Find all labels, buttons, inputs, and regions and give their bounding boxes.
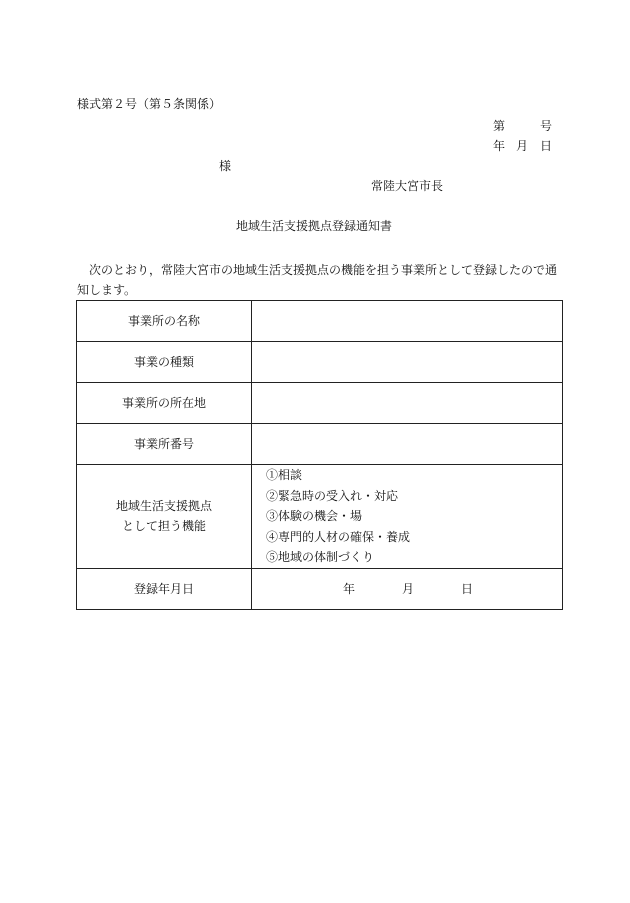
function-label-line1: 地域生活支援拠点	[115, 499, 212, 514]
row-label: 事業の種類	[77, 342, 252, 383]
reg-month-label: 月	[402, 582, 415, 596]
function-label-line2: として担う機能	[121, 519, 206, 534]
registration-date-label: 登録年月日	[77, 568, 252, 609]
registration-date-value	[252, 568, 563, 609]
function-label	[77, 465, 252, 569]
row-value	[252, 383, 563, 424]
document-title: 地域生活支援拠点登録通知書	[236, 219, 393, 233]
table-row	[77, 342, 563, 383]
reg-year-label: 年	[343, 582, 356, 596]
table-row	[77, 465, 563, 569]
body-text: 次のとおり，常陸大宮市の地域生活支援拠点の機能を担う事業所として登録したので通知します。	[77, 263, 558, 297]
row-label: 事業所の名称	[77, 301, 252, 342]
row-label: 事業所の所在地	[77, 383, 252, 424]
list-item: ⑤地域の体制づくり	[266, 550, 375, 564]
table-row	[77, 383, 563, 424]
recipient-honorific: 様	[219, 159, 232, 173]
list-item: ④専門的人材の確保・養成	[266, 529, 411, 544]
row-value	[252, 342, 563, 383]
doc-number-prefix: 第	[493, 119, 506, 133]
form-number: 様式第２号（第５条関係）	[77, 97, 222, 111]
date-year-label: 年	[493, 139, 506, 153]
date-day-label: 日	[540, 139, 553, 153]
row-value	[252, 424, 563, 465]
registration-table	[76, 300, 563, 610]
reg-day-label: 日	[461, 582, 474, 596]
issuer-name: 常陸大宮市長	[371, 179, 444, 193]
list-item: ②緊急時の受入れ・対応	[266, 488, 399, 503]
row-value	[252, 301, 563, 342]
list-item: ①相談	[266, 468, 303, 482]
function-list	[252, 465, 562, 568]
function-list-cell	[252, 465, 563, 569]
table-row	[77, 424, 563, 465]
doc-number-suffix: 号	[540, 119, 553, 133]
row-label: 事業所番号	[77, 424, 252, 465]
date-month-label: 月	[516, 139, 529, 153]
table-row	[77, 301, 563, 342]
table-row	[77, 568, 563, 609]
list-item: ③体験の機会・場	[266, 509, 363, 523]
